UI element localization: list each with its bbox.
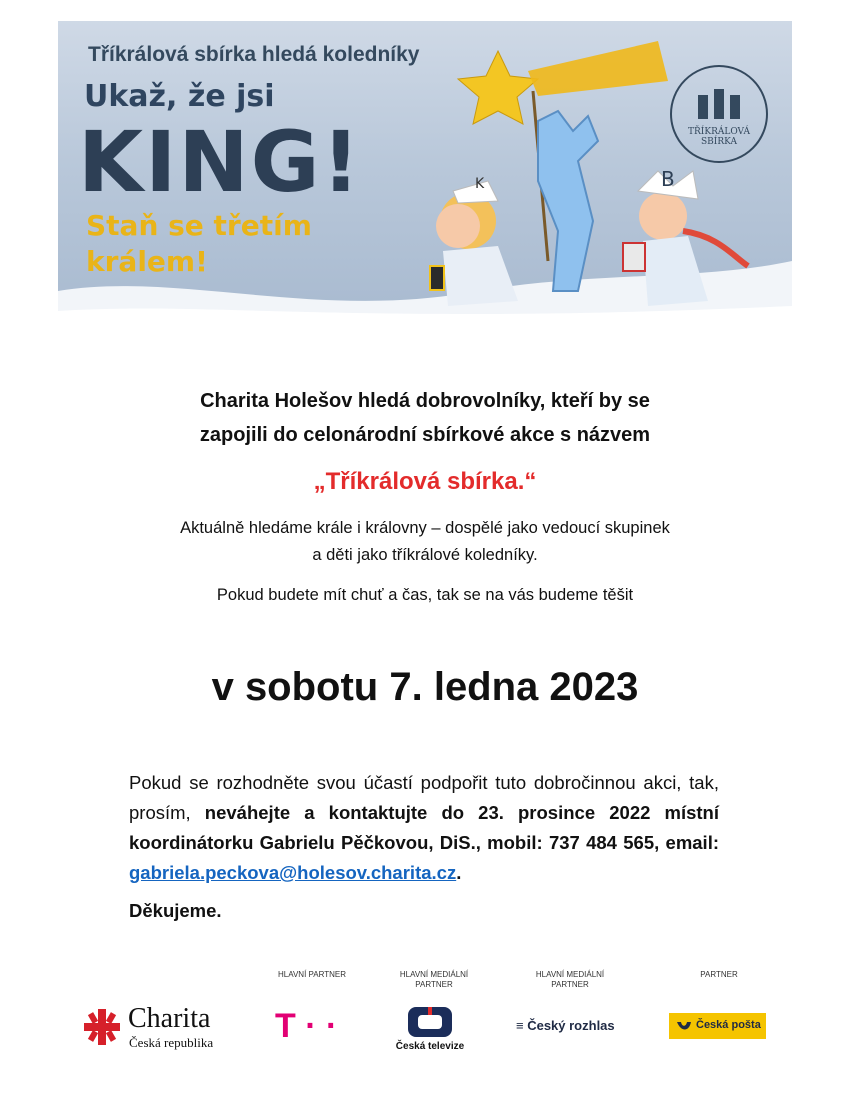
partner-label-3: HLAVNÍ MEDIÁLNÍ PARTNER xyxy=(535,970,605,989)
body-line-2: a děti jako tříkrálové koledníky. xyxy=(312,546,538,564)
contact-text: Pokud se rozhodněte svou účastí podpořit tuto dobročinnou akci, tak, prosím, xyxy=(129,772,719,823)
email-link[interactable]: gabriela.peckova@holesov.charita.cz xyxy=(129,862,457,883)
banner-line-1: Ukaž, že jsi xyxy=(84,79,275,114)
cesky-rozhlas-logo: ≡ Český rozhlas xyxy=(516,1018,615,1033)
banner-subtitle: Tříkrálová sbírka hledá koledníky xyxy=(88,43,420,66)
charita-name: Charita xyxy=(128,1003,211,1034)
intro-line-2: zapojili do celonárodní sbírkové akce s názvem xyxy=(199,424,651,446)
crown-letter-k-text: K xyxy=(475,176,485,192)
rozhlas-name: Český rozhlas xyxy=(527,1018,615,1033)
ct-name: Česká televize xyxy=(395,1041,465,1052)
banner-king: KING! xyxy=(78,113,362,211)
crown-letter-b-text: B xyxy=(661,167,675,191)
ct-emblem-icon xyxy=(390,1005,470,1041)
body-line-1: Aktuálně hledáme krále i královny – dospělé jako vedoucí skupinek xyxy=(180,519,670,537)
contact-end: . xyxy=(456,862,462,883)
posta-name: Česká pošta xyxy=(696,1019,761,1031)
partner-label-1: HLAVNÍ PARTNER xyxy=(277,970,346,979)
ceska-televize-logo xyxy=(390,1005,470,1053)
ceska-posta-logo xyxy=(669,1013,766,1039)
horn-icon xyxy=(675,1018,693,1034)
partner-label-2: HLAVNÍ MEDIÁLNÍ PARTNER xyxy=(399,970,469,989)
charita-logo xyxy=(82,1005,252,1049)
thanks: Děkujeme. xyxy=(129,900,222,921)
crown-letter-k xyxy=(471,173,491,193)
body-line-3: Pokud budete mít chuť a čas, tak se na vás budeme těšit xyxy=(216,586,634,604)
partner-label-4: PARTNER xyxy=(700,970,738,979)
crown-letter-b xyxy=(658,166,682,192)
banner-line-3: Staň se třetím xyxy=(86,209,312,242)
telekom-logo: T · · xyxy=(275,1007,338,1045)
campaign-name: „Tříkrálová sbírka.“ xyxy=(313,468,537,495)
contact-bold: neváhejte a kontaktujte do 23. prosince 2022 místní koordinátorku Gabrielu Pěčkovou, DiS., mobil: 737 484 565, email: xyxy=(129,802,719,853)
contact-paragraph xyxy=(129,768,719,888)
intro-line-1: Charita Holešov hledá dobrovolníky, kteří by se xyxy=(200,390,650,412)
event-date: v sobotu 7. ledna 2023 xyxy=(211,665,639,709)
hero-banner xyxy=(58,21,792,332)
castle-icon xyxy=(694,81,744,121)
charita-cross-icon xyxy=(82,1007,122,1047)
logo-badge-text: TŘÍKRÁLOVÁ SBÍRKA xyxy=(688,127,750,147)
charita-subtitle: Česká republika xyxy=(129,1035,214,1050)
trikralova-sbirka-logo xyxy=(670,65,768,163)
banner-line-4: králem! xyxy=(86,245,208,278)
